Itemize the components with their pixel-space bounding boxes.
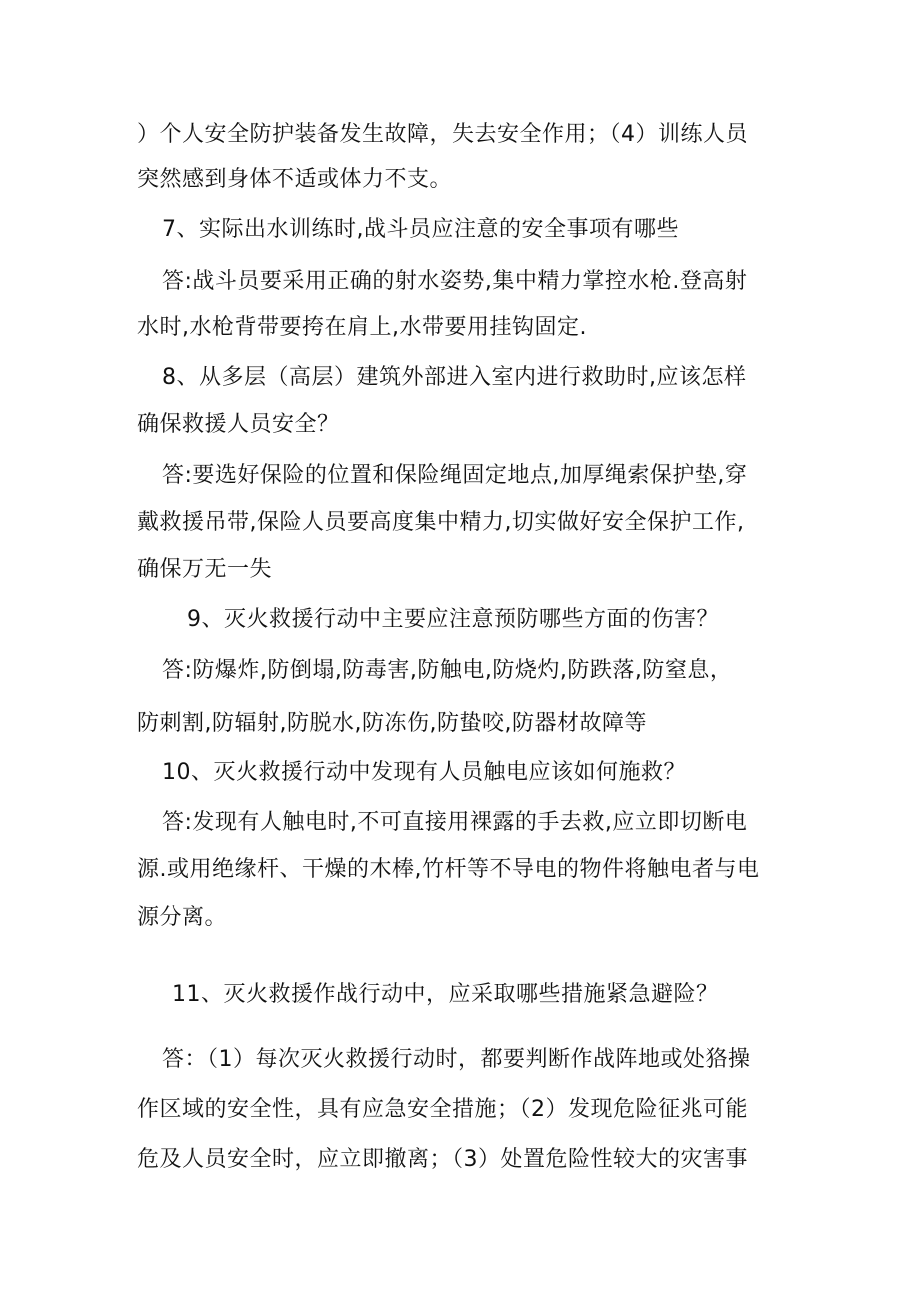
answer-9-line: 答:防爆炸,防倒塌,防毒害,防触电,防烧灼,防跌落,防窒息， [162, 658, 733, 683]
answer-10-line: 源分离。 [137, 905, 228, 930]
question-9: 9、灭火救援行动中主要应注意预防哪些方面的伤害？ [187, 607, 719, 632]
question-11: 11、灭火救援作战行动中，应采取哪些措施紧急避险？ [172, 982, 719, 1007]
answer-10-line: 答:发现有人触电时,不可直接用裸露的手去救,应立即切断电 [162, 810, 748, 835]
answer-7-line: 答:战斗员要采用正确的射水姿势,集中精力掌控水枪.登高射 [162, 269, 748, 294]
answer-9-line: 防刺割,防辐射,防脱水,防冻伤,防蛰咬,防器材故障等 [137, 711, 647, 736]
question-8-line: 确保救援人员安全？ [137, 412, 340, 437]
question-8-line: 8、从多层（高层）建筑外部进入室内进行救助时,应该怎样 [162, 365, 747, 390]
answer-8-line: 戴救援吊带,保险人员要高度集中精力,切实做好安全保护工作, [137, 510, 745, 535]
question-10: 10、灭火救援行动中发现有人员触电应该如何施救？ [162, 760, 686, 785]
answer-11-line: 作区域的安全性，具有应急安全措施；（2）发现危险征兆可能 [137, 1097, 748, 1122]
text-line: 突然感到身体不适或体力不支。 [137, 167, 453, 192]
answer-11-line: 答：（1）每次灭火救援行动时，都要判断作战阵地或处狢操 [162, 1047, 751, 1072]
text-line: ）个人安全防护装备发生故障，失去安全作用；（4）训练人员 [137, 122, 748, 147]
question-7: 7、实际出水训练时,战斗员应注意的安全事项有哪些 [162, 217, 679, 242]
answer-11-line: 危及人员安全时，应立即撤离；（3）处置危险性较大的灾害事 [137, 1147, 748, 1172]
answer-7-line: 水时,水枪背带要挎在肩上,水带要用挂钩固定. [137, 315, 587, 340]
answer-10-line: 源.或用绝缘杆、干燥的木棒,竹杆等不导电的物件将触电者与电 [137, 857, 760, 882]
answer-8-line: 确保万无一失 [137, 557, 273, 582]
answer-8-line: 答:要选好保险的位置和保险绳固定地点,加厚绳索保护垫,穿 [162, 463, 748, 488]
